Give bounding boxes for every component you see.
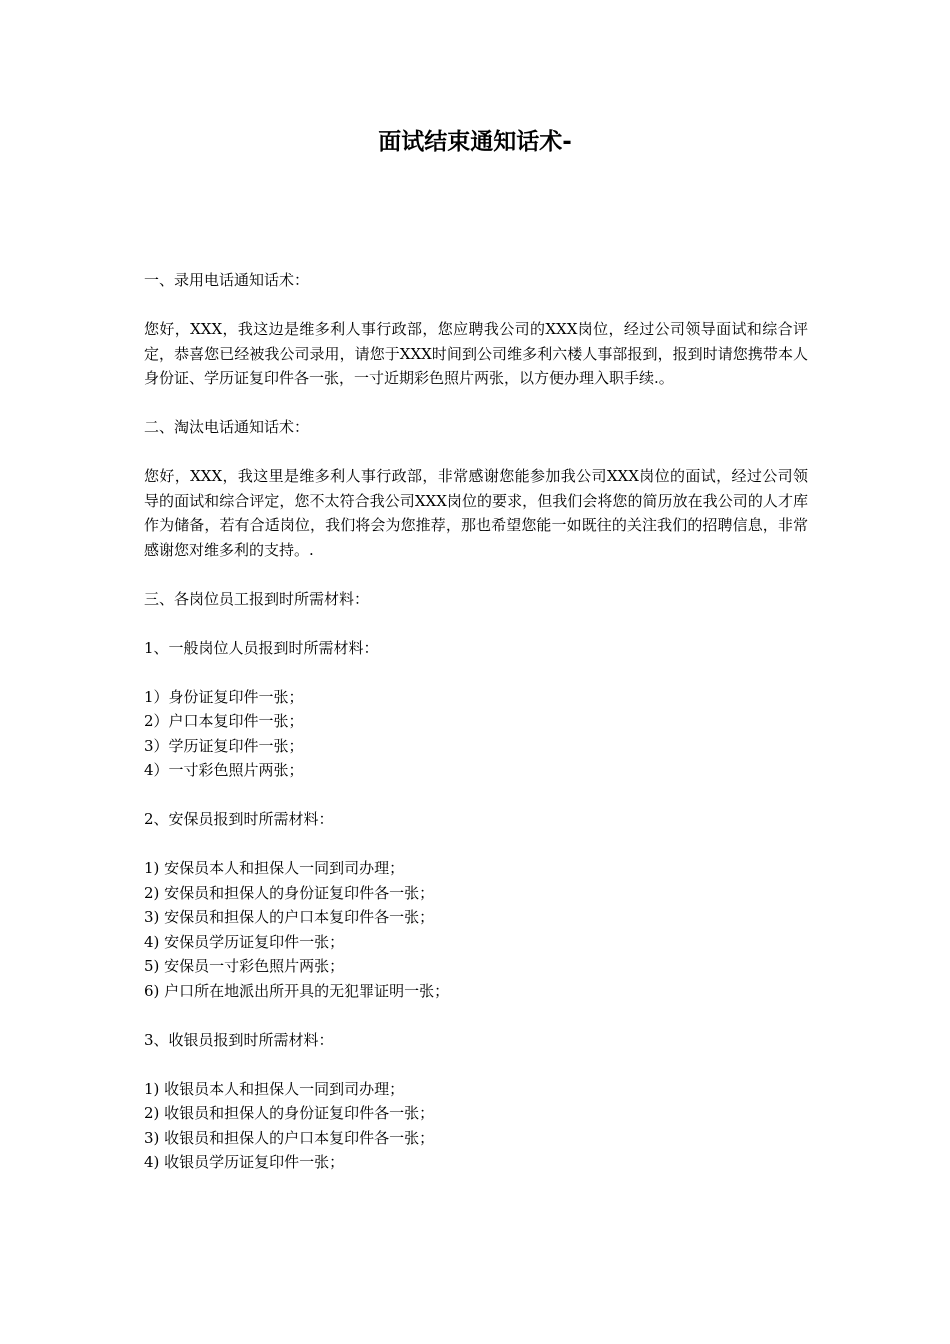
section-heading-hire: 一、录用电话通知话术：	[144, 271, 310, 289]
paragraph-spacer	[144, 562, 808, 587]
list-item: 6) 户口所在地派出所开具的无犯罪证明一张；	[144, 981, 450, 1000]
list-item: 1) 收银员本人和担保人一同到司办理；	[144, 1079, 405, 1098]
paragraph-spacer	[144, 783, 808, 808]
hire-call-script: 您好，XXX，我这边是维多利人事行政部，您应聘我公司的XXX岗位，经过公司领导面试和综合评定，恭喜您已经被我公司录用，请您于XXX时间到公司维多利六楼人事部报到，报到时请您携带本人身份证、学历证复印件各一张，一寸近期彩色照片两张，以方便办理入职手续.。	[144, 320, 808, 387]
reject-call-script: 您好，XXX，我这里是维多利人事行政部，非常感谢您能参加我公司XXX岗位的面试，经过公司领导的面试和综合评定，您不太符合我公司XXX岗位的要求，但我们会将您的简历放在我公司的人才库作为储备，若有合适岗位，我们将会为您推荐，那也希望您能一如既往的关注我们的招聘信息，非常感谢您对维多利的支持。.	[144, 467, 808, 559]
subsection-heading-security: 2、安保员报到时所需材料：	[144, 810, 334, 828]
list-item: 4) 安保员学历证复印件一张；	[144, 932, 345, 951]
list-item: 4）一寸彩色照片两张；	[144, 761, 304, 779]
list-item: 3) 安保员和担保人的户口本复印件各一张；	[144, 908, 435, 926]
paragraph-spacer	[144, 660, 808, 685]
paragraph-spacer	[144, 832, 808, 857]
subsection-heading-general: 1、一般岗位人员报到时所需材料：	[144, 638, 379, 657]
list-item: 1）身份证复印件一张；	[144, 687, 304, 706]
section-heading-reject: 二、淘汰电话通知话术：	[144, 418, 310, 436]
subsection-heading-cashier: 3、收银员报到时所需材料：	[144, 1030, 334, 1049]
list-item: 2) 安保员和担保人的身份证复印件各一张；	[144, 883, 435, 902]
paragraph-spacer	[144, 440, 808, 465]
paragraph-spacer	[144, 1052, 808, 1077]
paragraph-spacer	[144, 611, 808, 636]
list-item: 5) 安保员一寸彩色照片两张；	[144, 957, 345, 975]
list-item: 3) 收银员和担保人的户口本复印件各一张；	[144, 1128, 435, 1147]
list-item: 2) 收银员和担保人的身份证复印件各一张；	[144, 1104, 435, 1122]
paragraph-spacer	[144, 391, 808, 416]
list-item: 3）学历证复印件一张；	[144, 736, 304, 755]
list-item: 4) 收银员学历证复印件一张；	[144, 1153, 345, 1171]
list-item: 1) 安保员本人和担保人一同到司办理；	[144, 859, 405, 877]
paragraph-spacer	[144, 1003, 808, 1028]
list-item: 2）户口本复印件一张；	[144, 712, 304, 730]
paragraph-spacer	[144, 293, 808, 318]
document-title: 面试结束通知话术-	[378, 129, 572, 155]
section-heading-materials: 三、各岗位员工报到时所需材料：	[144, 589, 370, 608]
document-body	[144, 268, 808, 1175]
